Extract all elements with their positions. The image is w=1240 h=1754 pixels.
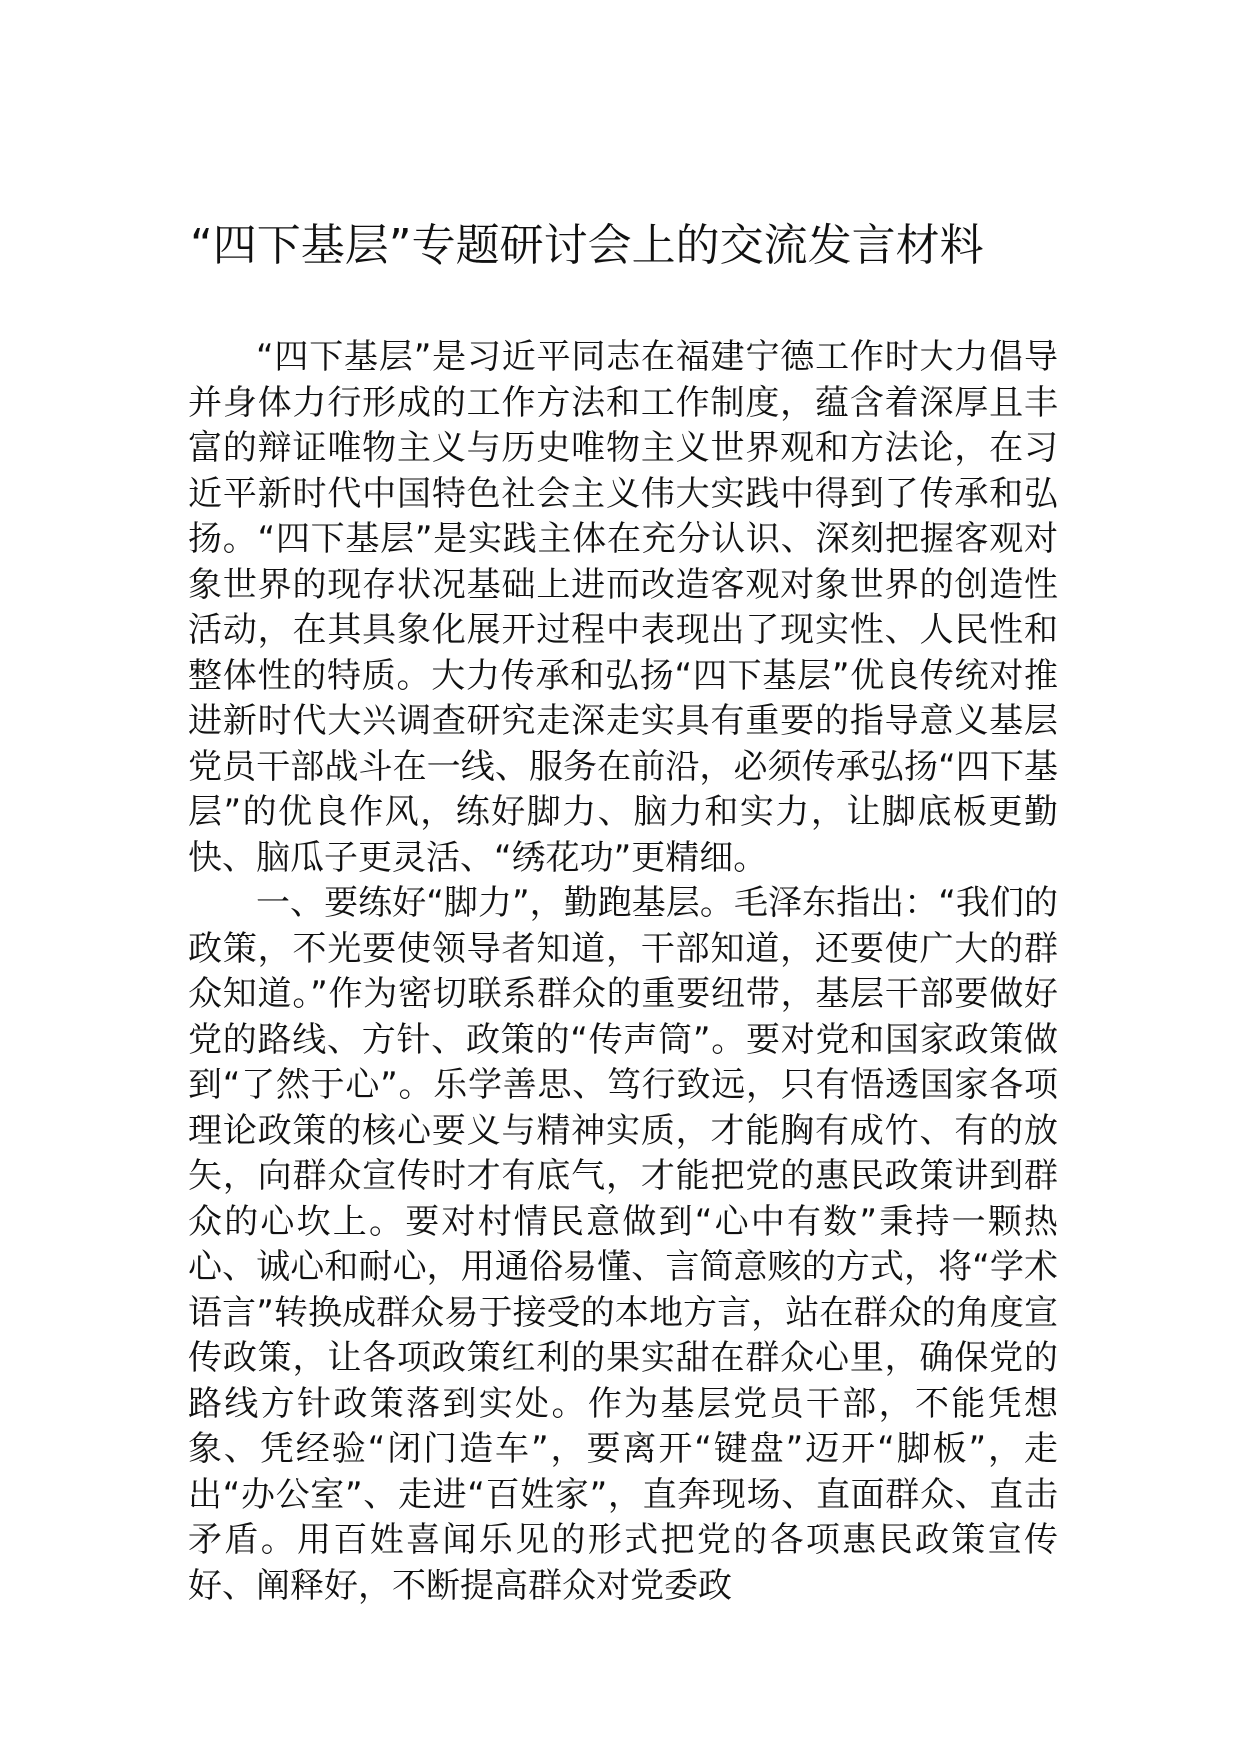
paragraph-section-one: 一、要练好“脚力”，勤跑基层。毛泽东指出：“我们的政策，不光要使领导者知道，干部知道，还要使广大的群众知道。”作为密切联系群众的重要纽带，基层干部要做好党的路线、方针、政策的“传声筒”。要对党和国家政策做到“了然于心”。乐学善思、笃行致远，只有悟透国家各项理论政策的核心要义与精神实质，才能胸有成竹、有的放矢，向群众宣传时才有底气，才能把党的惠民政策讲到群众的心坎上。要对村情民意做到“心中有数”秉持一颗热心、诚心和耐心，用通俗易懂、言简意赅的方式，将“学术语言”转换成群众易于接受的本地方言，站在群众的角度宣传政策，让各项政策红利的果实甜在群众心里，确保党的路线方针政策落到实处。作为基层党员干部，不能凭想象、凭经验“闭门造车”，要离开“键盘”迈开“脚板”，走出“办公室”、走进“百姓家”，直奔现场、直面群众、直击矛盾。用百姓喜闻乐见的形式把党的各项惠民政策宣传好、阐释好，不断提高群众对党委政 bbox=[188, 883, 1058, 1606]
document-title: “四下基层”专题研讨会上的交流发言材料 bbox=[190, 220, 984, 271]
document-body bbox=[188, 335, 1058, 1609]
paragraph-intro: “四下基层”是习近平同志在福建宁德工作时大力倡导并身体力行形成的工作方法和工作制度，蕴含着深厚且丰富的辩证唯物主义与历史唯物主义世界观和方法论，在习近平新时代中国特色社会主义伟大实践中得到了传承和弘扬。“四下基层”是实践主体在充分认识、深刻把握客观对象世界的现存状况基础上进而改造客观对象世界的创造性活动，在其具象化展开过程中表现出了现实性、人民性和整体性的特质。大力传承和弘扬“四下基层”优良传统对推进新时代大兴调查研究走深走实具有重要的指导意义基层党员干部战斗在一线、服务在前沿，必须传承弘扬“四下基层”的优良作风，练好脚力、脑力和实力，让脚底板更勤快、脑瓜子更灵活、“绣花功”更精细。 bbox=[188, 337, 1058, 878]
